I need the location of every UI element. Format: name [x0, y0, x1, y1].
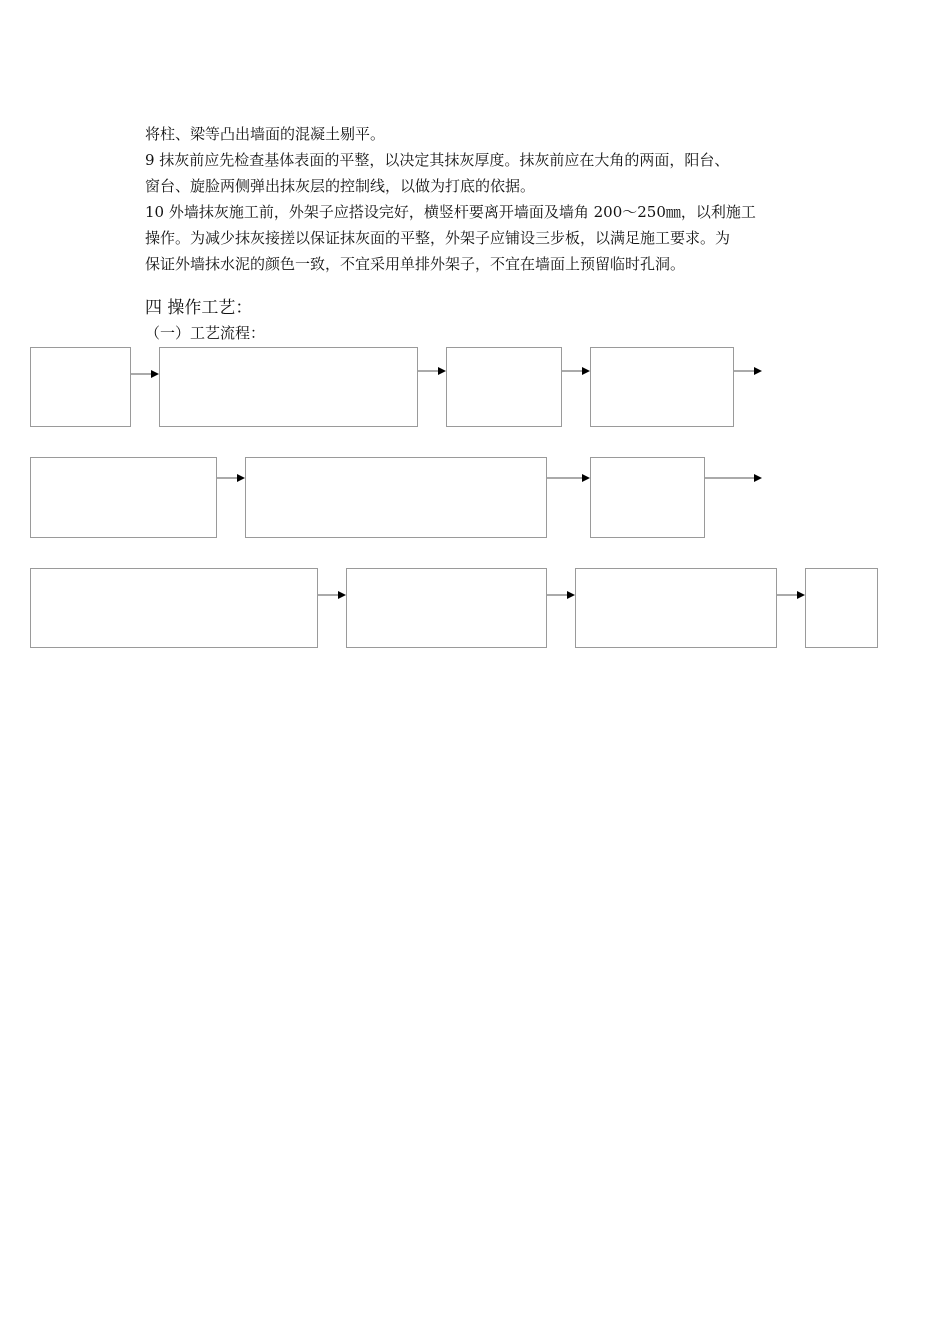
section-heading: 四 操作工艺：: [145, 298, 253, 318]
body-text: [145, 121, 825, 277]
flow-step-box: [31, 569, 318, 648]
flow-step-box: [246, 458, 547, 538]
paragraph-line: 10 外墙抹灰施工前，外架子应搭设完好，横竖杆要离开墙面及墙角 200～250㎜，以利施工: [145, 203, 756, 221]
flow-arrowhead: [582, 367, 590, 375]
paragraph-line: 窗台、旋脸两侧弹出抹灰层的控制线，以做为打底的依据。: [145, 177, 536, 195]
flow-step-box: [31, 348, 131, 427]
flow-arrowhead: [338, 591, 346, 599]
flow-step-box: [576, 569, 777, 648]
flow-arrowhead: [237, 474, 245, 482]
paragraph-line: 将柱、梁等凸出墙面的混凝土剔平。: [145, 125, 386, 143]
flow-arrowhead: [438, 367, 446, 375]
flow-step-box: [447, 348, 562, 427]
flow-step-box: [31, 458, 217, 538]
flow-step-box: [347, 569, 547, 648]
flow-arrowhead: [567, 591, 575, 599]
paragraph-line: 保证外墙抹水泥的颜色一致，不宜采用单排外架子，不宜在墙面上预留临时孔洞。: [145, 255, 686, 273]
flow-arrowhead: [582, 474, 590, 482]
flow-step-box: [591, 348, 734, 427]
flow-arrowhead: [151, 370, 159, 378]
flow-arrowhead: [797, 591, 805, 599]
paragraph-line: 9 抹灰前应先检查基体表面的平整，以决定其抹灰厚度。抹灰前应在大角的两面，阳台、: [145, 151, 730, 169]
flow-step-box: [591, 458, 705, 538]
sub-heading: （一）工艺流程：: [145, 324, 266, 342]
flow-arrowhead: [754, 367, 762, 375]
flow-step-box: [806, 569, 878, 648]
flow-step-box: [160, 348, 418, 427]
flow-arrowhead: [754, 474, 762, 482]
paragraph-line: 操作。为减少抹灰接搓以保证抹灰面的平整，外架子应铺设三步板，以满足施工要求。为: [145, 229, 731, 247]
